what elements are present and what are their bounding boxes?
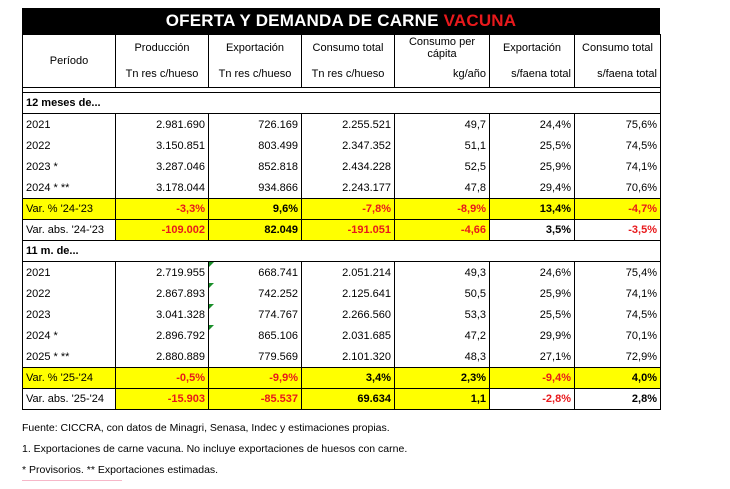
unit-consumo-per-capita: kg/año (395, 61, 490, 88)
section-header (23, 241, 661, 262)
header-consumo-faena: Consumo total (575, 35, 661, 62)
table-cell: 74,5% (575, 304, 661, 325)
row-period: 2024 * (23, 325, 116, 346)
variation-cell: 4,0% (575, 368, 661, 389)
beef-supply-demand-table (22, 8, 660, 410)
table-cell: 2.347.352 (302, 135, 395, 156)
table-row (23, 346, 661, 368)
variation-cell: -9,9% (209, 368, 302, 389)
header-consumo-total: Consumo total (302, 35, 395, 62)
variation-absolute-row (23, 220, 661, 241)
table-cell: 53,3 (395, 304, 490, 325)
table-row (23, 325, 661, 346)
table-cell: 47,8 (395, 177, 490, 199)
variation-cell: -85.537 (209, 389, 302, 410)
variation-cell: 2,3% (395, 368, 490, 389)
variation-cell: -4,66 (395, 220, 490, 241)
variation-cell: -4,7% (575, 199, 661, 220)
table-cell: 51,1 (395, 135, 490, 156)
variation-cell: -8,9% (395, 199, 490, 220)
table-cell: 2.981.690 (116, 114, 209, 136)
table-cell: 2.896.792 (116, 325, 209, 346)
unit-exportacion-faena: s/faena total (490, 61, 575, 88)
variation-cell: -2,8% (490, 389, 575, 410)
variation-cell: 69.634 (302, 389, 395, 410)
table-cell: 47,2 (395, 325, 490, 346)
table-cell: 74,1% (575, 156, 661, 177)
row-period: 2021 (23, 262, 116, 284)
header-row-top (23, 35, 661, 62)
table-cell: 2.880.889 (116, 346, 209, 368)
variation-cell: 82.049 (209, 220, 302, 241)
table-cell: 25,5% (490, 135, 575, 156)
table-cell: 70,6% (575, 177, 661, 199)
table-cell: 25,9% (490, 156, 575, 177)
variation-cell: -3,5% (575, 220, 661, 241)
table-cell: 29,9% (490, 325, 575, 346)
table-cell: 29,4% (490, 177, 575, 199)
variation-cell: -7,8% (302, 199, 395, 220)
table-cell: 49,7 (395, 114, 490, 136)
row-period: 2022 (23, 283, 116, 304)
variation-cell: 13,4% (490, 199, 575, 220)
header-consumo-per-capita: Consumo per cápita (395, 35, 490, 62)
table-cell: 72,9% (575, 346, 661, 368)
table-cell: 25,5% (490, 304, 575, 325)
table-cell: 3.178.044 (116, 177, 209, 199)
table-cell: 2.266.560 (302, 304, 395, 325)
table-cell: 3.150.851 (116, 135, 209, 156)
variation-cell: 1,1 (395, 389, 490, 410)
divider (22, 480, 122, 481)
variation-cell: 3,4% (302, 368, 395, 389)
variation-percent-row (23, 368, 661, 389)
table-cell: 668.741 (209, 262, 302, 284)
table-cell: 27,1% (490, 346, 575, 368)
section-label: 11 m. de... (23, 241, 661, 262)
unit-produccion: Tn res c/hueso (116, 61, 209, 88)
table-cell: 934.866 (209, 177, 302, 199)
header-periodo: Período (23, 35, 116, 88)
variation-percent-row (23, 199, 661, 220)
variation-cell: -0,5% (116, 368, 209, 389)
table-cell: 803.499 (209, 135, 302, 156)
table-cell: 74,5% (575, 135, 661, 156)
table-cell: 779.569 (209, 346, 302, 368)
footnotes (22, 418, 407, 481)
table-cell: 75,6% (575, 114, 661, 136)
table-cell: 2.243.177 (302, 177, 395, 199)
variation-cell: -109.002 (116, 220, 209, 241)
table-cell: 2.255.521 (302, 114, 395, 136)
row-period: 2023 (23, 304, 116, 325)
section-label: 12 meses de... (23, 93, 661, 114)
table-cell: 3.287.046 (116, 156, 209, 177)
table-cell: 25,9% (490, 283, 575, 304)
table-cell: 865.106 (209, 325, 302, 346)
table-title (22, 8, 660, 34)
variation-cell: -15.903 (116, 389, 209, 410)
row-period: 2023 * (23, 156, 116, 177)
table-cell: 2.719.955 (116, 262, 209, 284)
table-cell: 50,5 (395, 283, 490, 304)
table-cell: 48,3 (395, 346, 490, 368)
table-cell: 49,3 (395, 262, 490, 284)
title-accent: VACUNA (443, 11, 517, 30)
row-period: 2022 (23, 135, 116, 156)
section-header (23, 93, 661, 114)
table-row (23, 262, 661, 284)
unit-consumo-total: Tn res c/hueso (302, 61, 395, 88)
variation-cell: 2,8% (575, 389, 661, 410)
table-cell: 52,5 (395, 156, 490, 177)
table-cell: 742.252 (209, 283, 302, 304)
row-period: 2024 * ** (23, 177, 116, 199)
table-row (23, 114, 661, 136)
table-cell: 2.434.228 (302, 156, 395, 177)
header-exportacion-faena: Exportación (490, 35, 575, 62)
variation-cell: -9,4% (490, 368, 575, 389)
table-cell: 2.101.320 (302, 346, 395, 368)
variation-cell: -191.051 (302, 220, 395, 241)
table-row (23, 283, 661, 304)
table-cell: 74,1% (575, 283, 661, 304)
unit-exportacion: Tn res c/hueso (209, 61, 302, 88)
note-exports: 1. Exportaciones de carne vacuna. No incluye exportaciones de huesos con carne. (22, 443, 408, 455)
table-cell: 24,6% (490, 262, 575, 284)
table-row (23, 156, 661, 177)
variation-cell: -3,3% (116, 199, 209, 220)
title-main: OFERTA Y DEMANDA DE CARNE (165, 11, 444, 30)
table-cell: 3.041.328 (116, 304, 209, 325)
header-produccion: Producción (116, 35, 209, 62)
table-row (23, 304, 661, 325)
table-cell: 24,4% (490, 114, 575, 136)
variation-absolute-row (23, 389, 661, 410)
variation-cell: 3,5% (490, 220, 575, 241)
note-provisional: * Provisorios. ** Exportaciones estimadas. (22, 464, 219, 476)
header-row-units (23, 61, 661, 88)
row-period: 2021 (23, 114, 116, 136)
table-row (23, 135, 661, 156)
table-cell: 852.818 (209, 156, 302, 177)
table-cell: 70,1% (575, 325, 661, 346)
data-table (22, 34, 661, 410)
header-exportacion: Exportación (209, 35, 302, 62)
variation-label: Var. abs. '25-'24 (23, 389, 116, 410)
table-cell: 2.051.214 (302, 262, 395, 284)
table-cell: 2.867.893 (116, 283, 209, 304)
variation-label: Var. % '24-'23 (23, 199, 116, 220)
row-period: 2025 * ** (23, 346, 116, 368)
table-cell: 2.125.641 (302, 283, 395, 304)
table-cell: 726.169 (209, 114, 302, 136)
variation-cell: 9,6% (209, 199, 302, 220)
table-row (23, 177, 661, 199)
table-cell: 774.767 (209, 304, 302, 325)
table-cell: 2.031.685 (302, 325, 395, 346)
unit-consumo-faena: s/faena total (575, 61, 661, 88)
note-source: Fuente: CICCRA, con datos de Minagri, Senasa, Indec y estimaciones propias. (22, 422, 390, 434)
variation-label: Var. abs. '24-'23 (23, 220, 116, 241)
variation-label: Var. % '25-'24 (23, 368, 116, 389)
table-cell: 75,4% (575, 262, 661, 284)
